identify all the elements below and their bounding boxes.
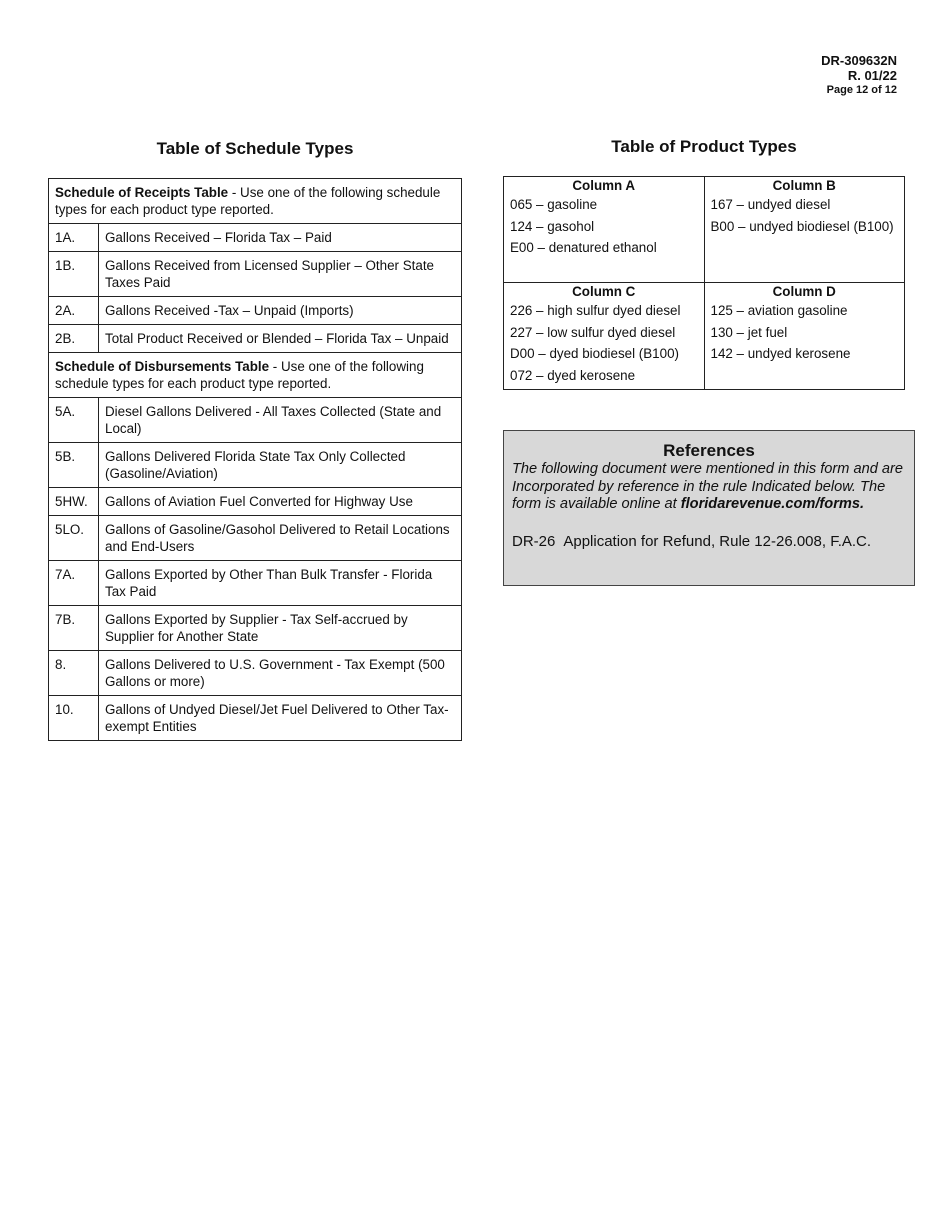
schedule-desc: Gallons Received – Florida Tax – Paid — [99, 224, 462, 252]
schedule-table-title: Table of Schedule Types — [156, 139, 354, 158]
schedule-desc: Gallons Delivered to U.S. Government - Tax Exempt (500 Gallons or more) — [99, 651, 462, 696]
references-url: floridarevenue.com/forms. — [680, 496, 865, 512]
references-intro — [512, 461, 906, 514]
column-c — [504, 283, 705, 390]
schedule-desc: Gallons Received from Licensed Supplier – Other State Taxes Paid — [99, 252, 462, 297]
schedule-desc: Gallons of Undyed Diesel/Jet Fuel Delivered to Other Tax-exempt Entities — [99, 696, 462, 741]
schedule-row — [49, 398, 462, 443]
product-item: 142 – undyed kerosene — [710, 346, 851, 361]
schedule-desc: Gallons Delivered Florida State Tax Only Collected (Gasoline/Aviation) — [99, 443, 462, 488]
schedule-code: 7B. — [49, 606, 99, 651]
reference-item-code: DR-26 — [512, 532, 556, 550]
schedule-row — [49, 488, 462, 516]
schedule-code: 8. — [49, 651, 99, 696]
product-types-table — [503, 176, 905, 390]
column-d — [704, 283, 905, 390]
column-c-header: Column C — [572, 284, 636, 299]
product-item: 125 – aviation gasoline — [710, 303, 848, 318]
disbursements-heading — [49, 353, 462, 398]
schedule-row — [49, 443, 462, 488]
form-number: DR-309632N — [821, 53, 897, 68]
product-item: 226 – high sulfur dyed diesel — [510, 303, 681, 318]
schedule-code: 5HW. — [49, 488, 99, 516]
disbursements-heading-row — [49, 353, 462, 398]
reference-item-text: Application for Refund, Rule 12-26.008, F.A.C. — [563, 532, 872, 550]
product-row-top — [504, 177, 905, 283]
disbursements-heading-bold: Schedule of Disbursements Table — [55, 359, 270, 374]
schedule-row — [49, 252, 462, 297]
references-box — [503, 430, 915, 586]
reference-item — [512, 533, 906, 550]
product-item: D00 – dyed biodiesel (B100) — [510, 346, 679, 361]
schedule-row — [49, 516, 462, 561]
product-item: 227 – low sulfur dyed diesel — [510, 324, 676, 340]
product-row-bottom — [504, 283, 905, 390]
receipts-heading-row — [49, 179, 462, 224]
schedule-types-table — [48, 178, 462, 741]
schedule-row — [49, 561, 462, 606]
receipts-heading — [49, 179, 462, 224]
schedule-code: 7A. — [49, 561, 99, 606]
receipts-heading-bold: Schedule of Receipts Table — [55, 185, 229, 200]
product-item: E00 – denatured ethanol — [510, 240, 657, 255]
schedule-code: 5A. — [49, 398, 99, 443]
schedule-row — [49, 325, 462, 353]
product-item: 065 – gasoline — [510, 197, 598, 212]
references-title: References — [663, 441, 755, 460]
product-item: 130 – jet fuel — [710, 324, 788, 340]
schedule-row — [49, 606, 462, 651]
schedule-desc: Gallons of Gasoline/Gasohol Delivered to Retail Locations and End-Users — [99, 516, 462, 561]
receipts-heading-rest: - Use one of the following schedule types for each product type reported. — [55, 185, 441, 217]
schedule-code: 1A. — [49, 224, 99, 252]
product-table-title: Table of Product Types — [611, 137, 797, 156]
product-item: 167 – undyed diesel — [710, 197, 831, 212]
disbursements-heading-rest: - Use one of the following schedule types for each product type reported. — [55, 359, 424, 391]
schedule-code: 5B. — [49, 443, 99, 488]
schedule-code: 5LO. — [49, 516, 99, 561]
references-intro-text: The following document were mentioned in this form and are Incorporated by reference in the rule Indicated below. The form is available online at — [512, 461, 903, 512]
column-a-header: Column A — [572, 178, 636, 193]
schedule-row — [49, 297, 462, 325]
product-item: 072 – dyed kerosene — [510, 367, 636, 383]
schedule-desc: Gallons of Aviation Fuel Converted for Highway Use — [99, 488, 462, 516]
schedule-desc: Gallons Received -Tax – Unpaid (Imports) — [99, 297, 462, 325]
column-d-header: Column D — [772, 284, 836, 299]
schedule-code: 2B. — [49, 325, 99, 353]
column-b-header: Column B — [772, 178, 836, 193]
schedule-code: 1B. — [49, 252, 99, 297]
product-item: B00 – undyed biodiesel (B100) — [710, 218, 894, 234]
schedule-desc: Gallons Exported by Other Than Bulk Transfer - Florida Tax Paid — [99, 561, 462, 606]
form-revision: R. 01/22 — [847, 68, 897, 83]
schedule-row — [49, 651, 462, 696]
column-a — [504, 177, 705, 283]
form-header — [821, 53, 897, 98]
schedule-desc: Diesel Gallons Delivered - All Taxes Collected (State and Local) — [99, 398, 462, 443]
schedule-row — [49, 696, 462, 741]
schedule-row — [49, 224, 462, 252]
schedule-desc: Total Product Received or Blended – Florida Tax – Unpaid — [99, 325, 462, 353]
product-item: 124 – gasohol — [510, 218, 595, 234]
schedule-desc: Gallons Exported by Supplier - Tax Self-accrued by Supplier for Another State — [99, 606, 462, 651]
schedule-code: 10. — [49, 696, 99, 741]
schedule-code: 2A. — [49, 297, 99, 325]
page-number: Page 12 of 12 — [826, 84, 897, 96]
column-b — [704, 177, 905, 283]
